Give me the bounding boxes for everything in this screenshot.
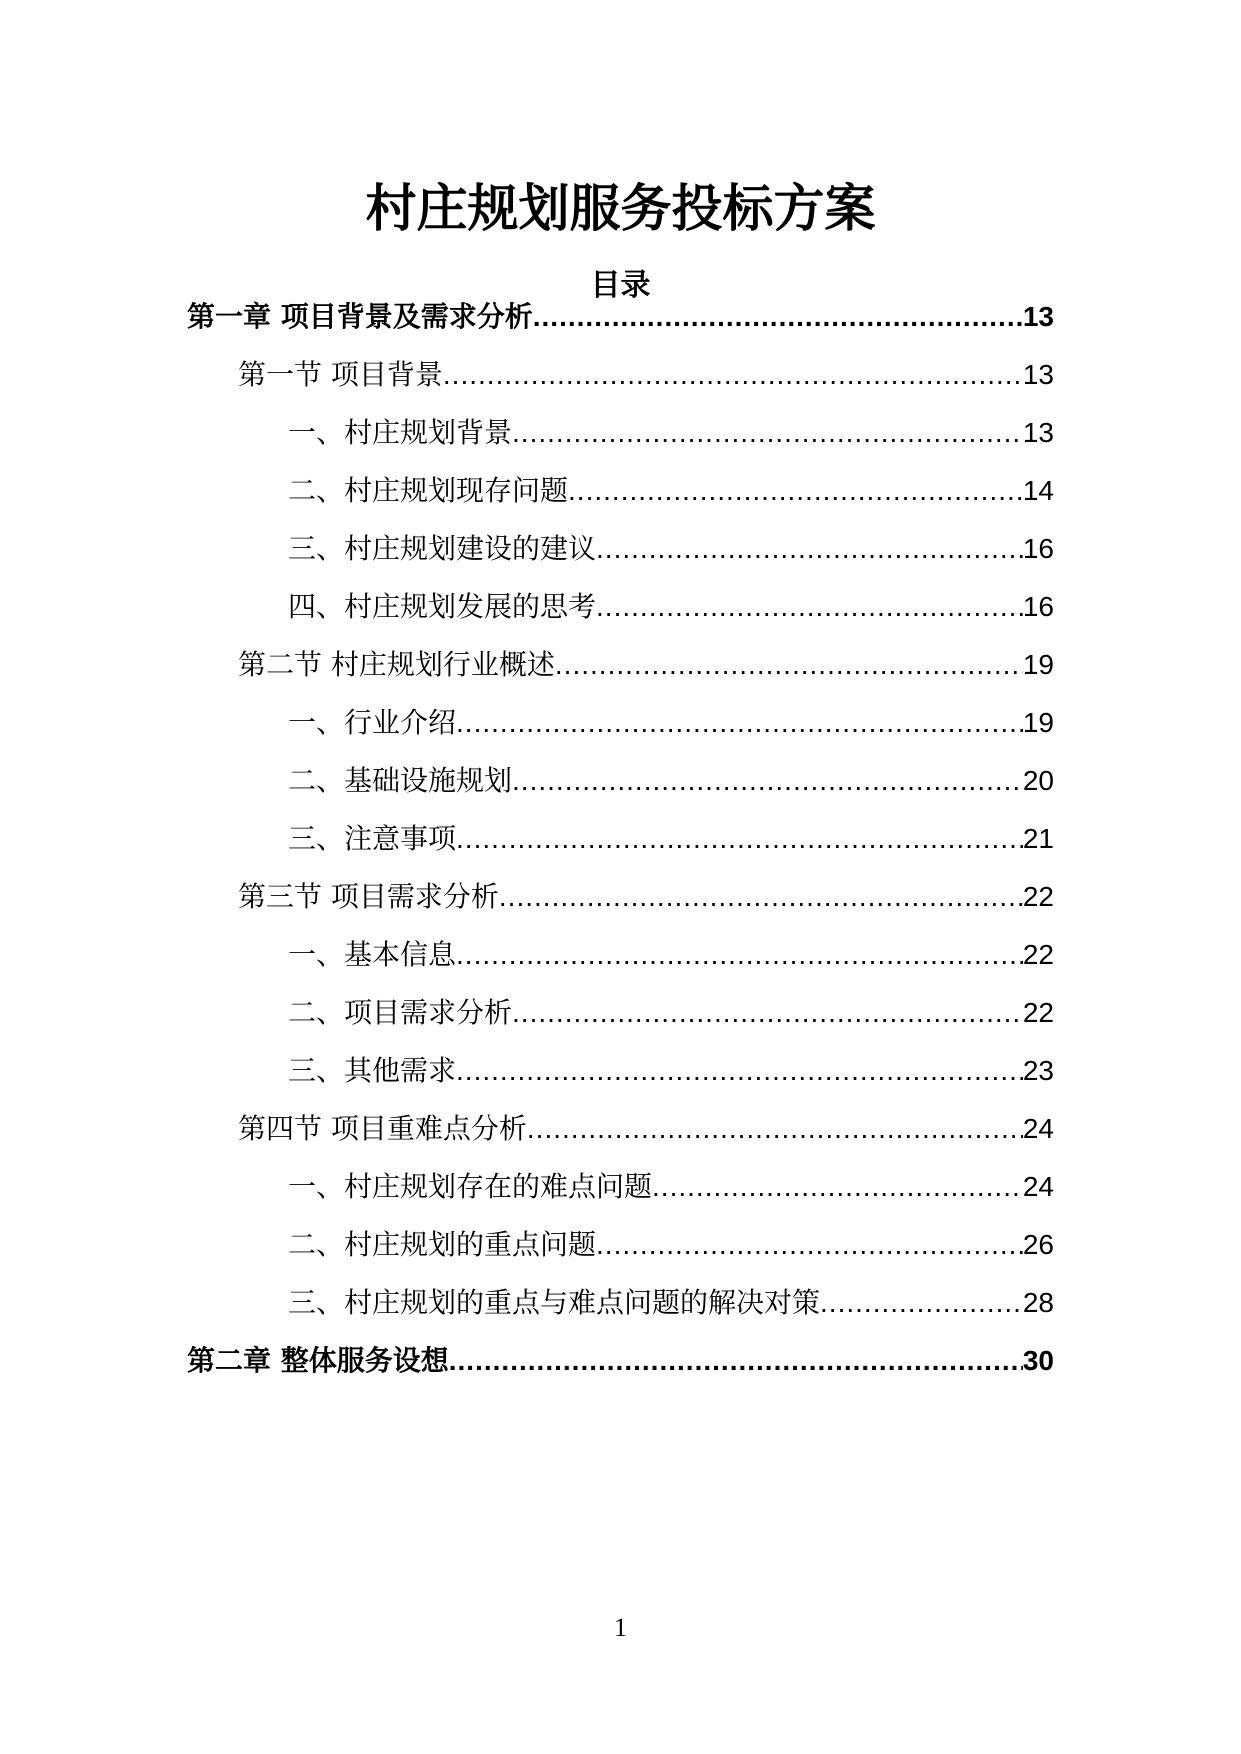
toc-entry-text: 三、村庄规划的重点与难点问题的解决对策 xyxy=(288,1286,821,1319)
toc-entry-page: 19 xyxy=(1022,649,1054,680)
toc-leader-dots xyxy=(512,993,1023,1033)
toc-entry-chapter-1[interactable] xyxy=(187,297,1054,337)
toc-entry-text: 第二节 村庄规划行业概述 xyxy=(238,648,555,681)
toc-entry-text: 三、村庄规划建设的建议 xyxy=(288,532,597,565)
toc-entry-item[interactable] xyxy=(288,413,1054,453)
toc-leader-dots xyxy=(512,413,1023,453)
toc-entry-text: 一、基本信息 xyxy=(288,938,457,971)
toc-leader-dots xyxy=(456,703,1023,743)
toc-leader-dots xyxy=(596,529,1023,569)
toc-leader-dots xyxy=(456,1051,1023,1091)
toc-leader-dots xyxy=(596,1225,1023,1265)
toc-entry-text: 三、注意事项 xyxy=(288,822,457,855)
toc-entry-item[interactable] xyxy=(288,529,1054,569)
toc-entry-page: 22 xyxy=(1022,939,1054,970)
toc-entry-page: 24 xyxy=(1022,1113,1054,1144)
toc-entry-text: 四、村庄规划发展的思考 xyxy=(288,590,597,623)
toc-entry-page: 20 xyxy=(1022,765,1054,796)
toc-entry-page: 30 xyxy=(1022,1345,1054,1376)
toc-entry-page: 13 xyxy=(1022,417,1054,448)
toc-entry-item[interactable] xyxy=(288,471,1054,511)
toc-entry-page: 13 xyxy=(1022,301,1054,332)
toc-leader-dots xyxy=(555,645,1023,685)
toc-entry-page: 22 xyxy=(1022,881,1054,912)
toc-leader-dots xyxy=(652,1167,1023,1207)
toc-entry-item[interactable] xyxy=(288,1167,1054,1207)
toc-entry-section[interactable] xyxy=(238,645,1054,685)
toc-leader-dots xyxy=(533,297,1023,337)
toc-entry-section[interactable] xyxy=(238,1109,1054,1149)
toc-entry-section[interactable] xyxy=(238,877,1054,917)
toc-entry-item[interactable] xyxy=(288,761,1054,801)
document-title: 村庄规划服务投标方案 xyxy=(365,180,876,239)
toc-entry-text: 第四节 项目重难点分析 xyxy=(238,1112,527,1145)
toc-entry-item[interactable] xyxy=(288,935,1054,975)
toc-entry-page: 26 xyxy=(1022,1229,1054,1260)
toc-entry-text: 第三节 项目需求分析 xyxy=(238,880,499,913)
toc-entry-text: 一、村庄规划背景 xyxy=(288,416,513,449)
toc-entry-text: 第一章 项目背景及需求分析 xyxy=(187,300,533,333)
toc-entry-page: 13 xyxy=(1022,359,1054,390)
toc-entry-page: 14 xyxy=(1022,475,1054,506)
page-number: 1 xyxy=(614,1613,627,1642)
toc-entry-text: 三、其他需求 xyxy=(288,1054,457,1087)
toc-leader-dots xyxy=(443,355,1023,395)
toc-entry-item[interactable] xyxy=(288,993,1054,1033)
toc-entry-page: 23 xyxy=(1022,1055,1054,1086)
toc-heading: 目录 xyxy=(590,268,651,303)
toc-entry-section[interactable] xyxy=(238,355,1054,395)
toc-entry-text: 二、项目需求分析 xyxy=(288,996,513,1029)
toc-entry-page: 22 xyxy=(1022,997,1054,1028)
toc-entry-page: 16 xyxy=(1022,533,1054,564)
toc-leader-dots xyxy=(456,935,1023,975)
toc-leader-dots xyxy=(449,1341,1023,1381)
toc-leader-dots xyxy=(456,819,1023,859)
toc-entry-text: 第二章 整体服务设想 xyxy=(187,1344,449,1377)
toc-entry-text: 一、村庄规划存在的难点问题 xyxy=(288,1170,653,1203)
toc-entry-text: 二、基础设施规划 xyxy=(288,764,513,797)
toc-leader-dots xyxy=(596,587,1023,627)
toc-entry-text: 第一节 项目背景 xyxy=(238,358,443,391)
toc-entry-page: 19 xyxy=(1022,707,1054,738)
toc-entry-item[interactable] xyxy=(288,1225,1054,1265)
toc-leader-dots xyxy=(512,761,1023,801)
toc-entry-item[interactable] xyxy=(288,1283,1054,1323)
toc-entry-page: 16 xyxy=(1022,591,1054,622)
toc-entry-page: 24 xyxy=(1022,1171,1054,1202)
toc-entry-item[interactable] xyxy=(288,703,1054,743)
toc-leader-dots xyxy=(568,471,1023,511)
toc-entry-item[interactable] xyxy=(288,587,1054,627)
toc-entry-item[interactable] xyxy=(288,819,1054,859)
toc-entry-chapter-2[interactable] xyxy=(187,1341,1054,1381)
toc-entry-text: 二、村庄规划的重点问题 xyxy=(288,1228,597,1261)
toc-leader-dots xyxy=(820,1283,1023,1323)
toc-entry-text: 一、行业介绍 xyxy=(288,706,457,739)
toc-leader-dots xyxy=(527,1109,1023,1149)
toc-entry-page: 28 xyxy=(1022,1287,1054,1318)
toc-entry-page: 21 xyxy=(1022,823,1054,854)
toc-entry-item[interactable] xyxy=(288,1051,1054,1091)
toc-entry-text: 二、村庄规划现存问题 xyxy=(288,474,569,507)
toc-leader-dots xyxy=(499,877,1023,917)
